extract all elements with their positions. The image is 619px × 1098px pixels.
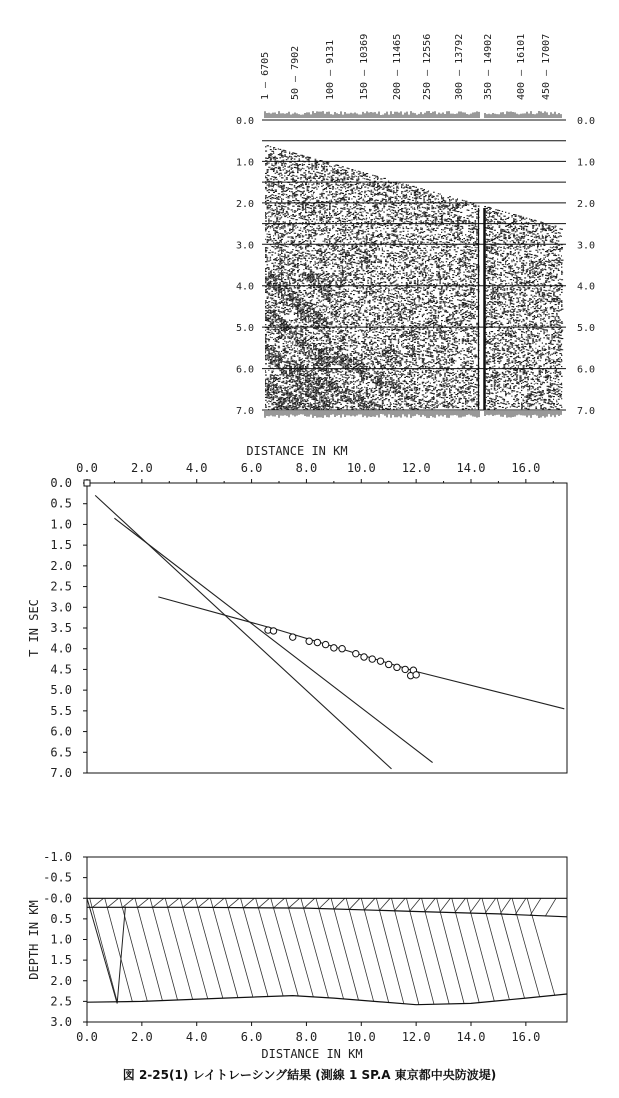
- plot-frame: [87, 483, 567, 773]
- x-tick-label: 12.0: [401, 461, 431, 475]
- time-tick-label-left: 7.0: [236, 406, 255, 417]
- x-axis-title: DISTANCE IN KM: [246, 444, 348, 458]
- time-tick-label-right: 7.0: [577, 406, 596, 417]
- trace-range-label: 350 — 14902: [483, 33, 494, 100]
- ray-paths: [90, 898, 555, 1004]
- observed-arrival-point: [369, 656, 375, 662]
- depth-model-panel: [27, 850, 567, 1061]
- x-tick-label: 8.0: [295, 461, 318, 475]
- time-tick-label-right: 1.0: [577, 157, 596, 169]
- y-tick-label: 5.0: [50, 683, 72, 698]
- y-tick-label: 2.5: [50, 579, 72, 594]
- time-tick-label-left: 1.0: [236, 157, 255, 169]
- trace-range-label: 200 — 11465: [392, 33, 403, 100]
- observed-arrival-point: [339, 646, 345, 652]
- source-ray-fan: [87, 898, 125, 1003]
- x-tick-label: 6.0: [240, 461, 263, 475]
- seismic-section-panel: [236, 34, 595, 418]
- observed-arrival-point: [331, 645, 337, 651]
- trace-range-label: 150 — 10369: [359, 33, 370, 100]
- y-tick-label: -1.0: [43, 850, 72, 864]
- y-axis-title: DEPTH IN KM: [27, 900, 41, 980]
- x-tick-label: 2.0: [131, 1030, 153, 1044]
- x-tick-label: 16.0: [511, 461, 541, 475]
- calculated-travel-time-line: [114, 518, 432, 762]
- trace-range-label: 250 — 12556: [422, 33, 433, 100]
- source-marker: [84, 480, 90, 486]
- x-axis-title: DISTANCE IN KM: [261, 1047, 363, 1061]
- time-tick-label-left: 5.0: [236, 323, 255, 335]
- y-tick-label: 4.5: [50, 662, 72, 677]
- y-tick-label: 6.0: [50, 724, 72, 739]
- y-tick-label: -0.0: [43, 891, 72, 906]
- calculated-travel-time-line: [158, 597, 564, 709]
- y-tick-label: 2.5: [50, 994, 72, 1009]
- y-tick-label: 2.0: [50, 973, 72, 988]
- y-tick-label: 7.0: [50, 766, 72, 780]
- x-tick-label: 4.0: [185, 461, 208, 475]
- trace-range-label: 300 — 13792: [454, 33, 465, 100]
- observed-arrival-point: [413, 672, 419, 678]
- trace-range-label: 50 — 7902: [290, 45, 301, 100]
- y-tick-label: 0.0: [50, 476, 72, 490]
- x-tick-label: 12.0: [401, 1030, 431, 1044]
- seismic-traces: [265, 145, 564, 410]
- time-tick-label-left: 6.0: [236, 364, 255, 376]
- observed-arrival-point: [353, 650, 359, 656]
- time-tick-label-right: 0.0: [577, 116, 596, 127]
- y-tick-label: 1.0: [50, 517, 72, 532]
- observed-arrival-point: [306, 638, 312, 644]
- y-tick-label: 3.5: [50, 621, 72, 635]
- y-tick-label: 1.0: [50, 932, 72, 947]
- time-tick-label-left: 3.0: [236, 240, 255, 252]
- observed-arrival-point: [270, 628, 276, 634]
- calculated-travel-time-line: [95, 495, 391, 769]
- travel-time-panel: [27, 444, 567, 780]
- x-tick-label: 0.0: [76, 1030, 98, 1044]
- time-tick-label-left: 2.0: [236, 198, 255, 210]
- layer-boundary: [87, 907, 567, 917]
- y-tick-label: 2.0: [50, 558, 72, 573]
- layer-boundary: [87, 994, 567, 1005]
- y-tick-label: 1.5: [50, 953, 72, 968]
- x-tick-label: 14.0: [456, 1030, 486, 1044]
- trace-ticks-top: [265, 111, 561, 118]
- trace-range-label: 100 — 9131: [325, 39, 336, 100]
- observed-arrival-point: [290, 634, 296, 640]
- time-tick-label-left: 0.0: [236, 116, 255, 127]
- time-tick-label-right: 6.0: [577, 364, 596, 376]
- x-tick-label: 10.0: [346, 1030, 376, 1044]
- trace-gap: [480, 112, 484, 418]
- y-tick-label: 1.5: [50, 538, 72, 553]
- y-tick-label: 3.0: [50, 1015, 72, 1029]
- time-tick-label-right: 5.0: [577, 323, 596, 335]
- y-tick-label: 6.5: [50, 745, 72, 760]
- y-tick-label: 5.5: [50, 703, 72, 718]
- y-axis-title: T IN SEC: [27, 599, 41, 657]
- figure-caption: 図 2-25(1) レイトレーシング結果 (測線 1 SP.A 東京都中央防波堤): [122, 1068, 497, 1082]
- observed-arrival-point: [314, 639, 320, 645]
- trace-range-label: 1 — 6705: [260, 51, 271, 100]
- x-tick-label: 4.0: [185, 1030, 208, 1044]
- x-tick-label: 16.0: [511, 1030, 541, 1044]
- x-tick-label: 2.0: [131, 461, 153, 475]
- observed-arrival-point: [322, 641, 328, 647]
- y-tick-label: 4.0: [50, 641, 72, 656]
- time-tick-label-left: 4.0: [236, 281, 255, 293]
- observed-arrival-point: [386, 661, 392, 667]
- y-tick-label: 0.5: [50, 496, 72, 511]
- x-tick-label: 10.0: [346, 461, 376, 475]
- x-tick-label: 14.0: [456, 461, 486, 475]
- time-tick-label-right: 2.0: [577, 198, 596, 210]
- time-tick-label-right: 3.0: [577, 240, 596, 252]
- x-tick-label: 0.0: [76, 461, 98, 475]
- trace-range-label: 400 — 16101: [516, 33, 527, 100]
- observed-arrival-point: [402, 666, 408, 672]
- x-tick-label: 6.0: [240, 1030, 263, 1044]
- observed-arrival-point: [377, 658, 383, 664]
- observed-arrival-point: [361, 654, 367, 660]
- y-tick-label: 3.0: [50, 600, 72, 615]
- time-tick-label-right: 4.0: [577, 281, 596, 293]
- trace-ticks-bottom: [265, 411, 561, 418]
- x-tick-label: 8.0: [295, 1030, 318, 1044]
- y-tick-label: -0.5: [43, 870, 72, 885]
- observed-arrival-point: [394, 664, 400, 670]
- trace-range-label: 450 — 17007: [541, 33, 552, 100]
- y-tick-label: 0.5: [50, 911, 72, 926]
